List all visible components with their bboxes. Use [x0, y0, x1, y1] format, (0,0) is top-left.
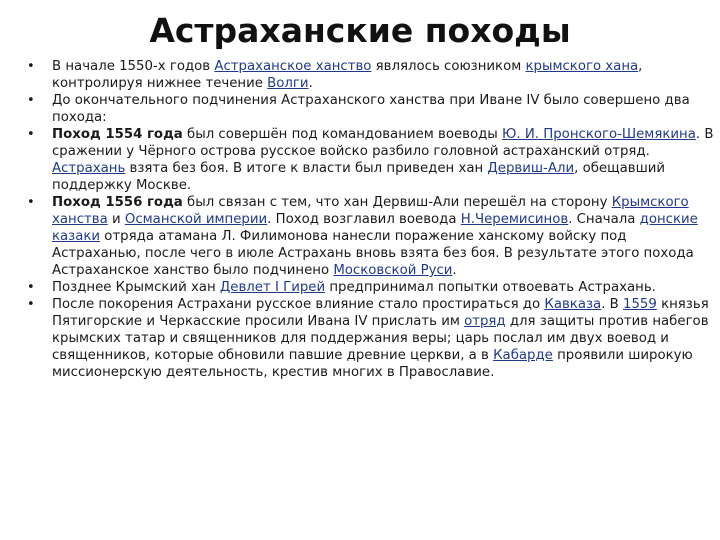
- bullet-item: [24, 296, 714, 381]
- text-run: .: [308, 76, 313, 91]
- hyperlink[interactable]: Волги: [267, 76, 309, 91]
- bold-text: Поход 1554 года: [52, 127, 183, 142]
- hyperlink[interactable]: Крымского ханства: [52, 195, 689, 227]
- text-run: был совершён под командованием воеводы: [182, 127, 503, 142]
- hyperlink[interactable]: Османской империи: [124, 212, 268, 227]
- text-run: являлось союзником: [371, 59, 526, 74]
- hyperlink[interactable]: Н.Черемисинов: [460, 212, 569, 227]
- hyperlink[interactable]: крымского хана: [525, 59, 639, 74]
- hyperlink[interactable]: Астраханское ханство: [214, 59, 372, 74]
- text-run: взята без боя. В итоге к власти был приведен хан: [125, 161, 488, 176]
- bullet-item: [24, 126, 714, 194]
- text-run: предпринимал попытки отвоевать Астрахань.: [325, 280, 656, 295]
- text-run: В начале 1550-х годов: [52, 59, 215, 74]
- bullet-list: [24, 58, 714, 381]
- hyperlink[interactable]: донские казаки: [52, 212, 698, 244]
- hyperlink[interactable]: Дервиш-Али: [487, 161, 575, 176]
- bullet-item: [24, 58, 714, 92]
- text-run: Позднее Крымский хан: [52, 280, 220, 295]
- hyperlink[interactable]: Ю. И. Пронского-Шемякина: [502, 127, 696, 142]
- hyperlink[interactable]: Московской Руси: [333, 263, 453, 278]
- text-run: . Поход возглавил воевода: [267, 212, 461, 227]
- hyperlink[interactable]: Астрахань: [52, 161, 126, 176]
- bullet-dot-icon: •: [27, 127, 35, 142]
- text-run: , контролируя нижнее течение: [52, 59, 643, 91]
- hyperlink[interactable]: Девлет I Гирей: [219, 280, 326, 295]
- bullet-item: [24, 194, 714, 279]
- bullet-item: [24, 92, 714, 126]
- slide-title: Астраханские походы: [149, 11, 571, 50]
- text-run: и: [107, 212, 125, 227]
- bullet-dot-icon: •: [27, 297, 35, 312]
- text-run: . В: [601, 297, 624, 312]
- text-run: отряда атамана Л. Филимонова нанесли поражение ханскому войску под Астраханью, после чего в июле Астрахань вновь взята без боя. В результате этого похода Астраханское ханство было подчинено: [52, 229, 694, 278]
- bullet-dot-icon: •: [27, 280, 35, 295]
- bold-text: Поход 1556 года: [52, 195, 183, 210]
- text-run: . Сначала: [568, 212, 640, 227]
- hyperlink[interactable]: Кабарде: [493, 348, 553, 363]
- hyperlink[interactable]: Кавказа: [544, 297, 602, 312]
- text-run: князья Пятигорские и Черкасские просили Ивана IV прислать им: [52, 297, 709, 329]
- text-run: был связан с тем, что хан Дервиш-Али перешёл на сторону: [182, 195, 612, 210]
- bullet-dot-icon: •: [27, 195, 35, 210]
- text-run: , обещавший поддержку Москве.: [52, 161, 666, 193]
- text-run: После покорения Астрахани русское влияние стало простираться до: [52, 297, 545, 312]
- text-run: До окончательного подчинения Астраханского ханства при Иване IV было совершено два похода:: [52, 93, 690, 125]
- bullet-item: [24, 279, 714, 296]
- text-run: . В сражении у Чёрного острова русское войско разбило головной астраханский отряд.: [52, 127, 714, 159]
- hyperlink[interactable]: 1559: [623, 297, 657, 312]
- bullet-dot-icon: •: [27, 93, 35, 108]
- hyperlink[interactable]: отряд: [464, 314, 506, 329]
- bullet-dot-icon: •: [27, 59, 35, 74]
- text-run: .: [452, 263, 457, 278]
- text-run: проявили широкую миссионерскую деятельность, крестив многих в Православие.: [52, 348, 693, 380]
- text-run: для защиты против набегов крымских татар и священников для поддержания веры; царь послал им двух воевод и священников, которые обновили павшие древние церкви, а в: [52, 314, 709, 363]
